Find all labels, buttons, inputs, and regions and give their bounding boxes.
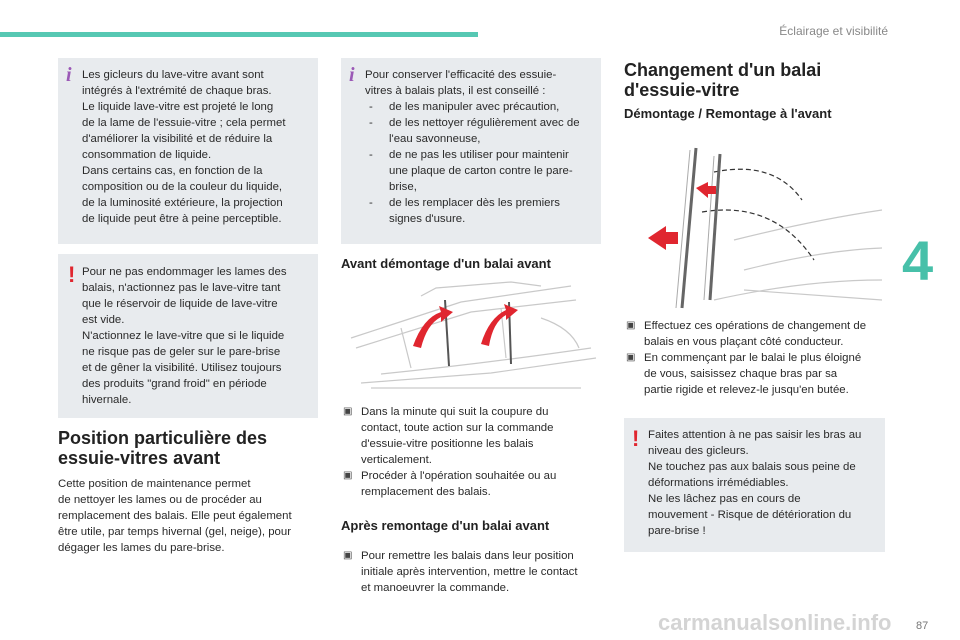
text-line: Le liquide lave-vitre est projeté le long bbox=[82, 101, 274, 113]
info-icon: i bbox=[349, 64, 355, 86]
chapter-number: 4 bbox=[902, 229, 934, 292]
heading-line: Position particulière des bbox=[58, 428, 268, 448]
info-box-washer-jets bbox=[58, 58, 318, 244]
apres-remontage-title: Après remontage d'un balai avant bbox=[341, 518, 550, 533]
text-line: Dans certains cas, en fonction de la bbox=[82, 165, 263, 177]
page-number: 87 bbox=[916, 620, 929, 632]
changement-list bbox=[624, 318, 894, 398]
bullet-icon: ▣ bbox=[626, 352, 636, 363]
text-line: d'améliorer la visibilité et de réduire la bbox=[82, 133, 273, 145]
info-icon: i bbox=[66, 64, 72, 86]
info-box-flat-blades bbox=[341, 58, 601, 244]
text-line: vitres à balais plats, il est conseillé : bbox=[365, 85, 546, 97]
text-line: intégrés à l'extrémité de chaque bras. bbox=[82, 85, 272, 97]
watermark: carmanualsonline.info bbox=[658, 610, 892, 635]
list-item: ▣ Procéder à l'opération souhaitée ou au remplacement des balais. bbox=[343, 470, 557, 498]
avant-demontage-list bbox=[341, 404, 603, 500]
text-line: ne risque pas de geler sur le pare-brise bbox=[82, 346, 281, 358]
list-item: - de les remplacer dès les premiers signes d'usure. bbox=[365, 195, 597, 227]
list-item: - de les nettoyer régulièrement avec de l'eau savonneuse, bbox=[365, 115, 597, 147]
heading-line: Changement d'un balai bbox=[624, 60, 822, 80]
text-line: composition ou de la couleur du liquide, bbox=[82, 181, 283, 193]
list-item: - de ne pas les utiliser pour maintenir une plaque de carton contre le pare- brise, bbox=[365, 147, 597, 195]
warning-icon: ! bbox=[632, 426, 640, 451]
text-line: de nettoyer les lames ou de procéder au bbox=[58, 494, 262, 506]
text-line: est vide. bbox=[82, 314, 125, 326]
list-item: ▣ Dans la minute qui suit la coupure du contact, toute action sur la commande d'essuie-vitre positionne les balais verticalement. bbox=[343, 406, 554, 466]
text-line: Pour ne pas endommager les lames des bbox=[82, 266, 287, 278]
list-item: ▣ Effectuez ces opérations de changement de balais en vous plaçant côté conducteur. bbox=[626, 320, 867, 348]
list-item: ▣ En commençant par le balai le plus éloigné de vous, saisissez chaque bras par sa partie rigide et relevez-le jusqu'en butée. bbox=[626, 352, 862, 396]
text-line: Ne les lâchez pas en cours de bbox=[648, 493, 801, 505]
list-item: - de les manipuler avec précaution, bbox=[365, 99, 597, 115]
text-line: déformations irrémédiables. bbox=[648, 477, 789, 489]
text-line: mouvement - Risque de détérioration du bbox=[648, 509, 852, 521]
text-line: dégager les lames du pare-brise. bbox=[58, 542, 225, 554]
bullet-icon: ▣ bbox=[626, 320, 636, 331]
text-line: remplacement des balais. Elle peut également bbox=[58, 510, 292, 522]
text-line: N'actionnez le lave-vitre que si le liquide bbox=[82, 330, 285, 342]
text-line: Les gicleurs du lave-vitre avant sont bbox=[82, 69, 264, 81]
avant-demontage-title: Avant démontage d'un balai avant bbox=[341, 256, 551, 271]
text-line: hivernale. bbox=[82, 394, 132, 406]
position-section-text bbox=[58, 476, 328, 556]
position-section-title bbox=[58, 428, 318, 468]
header-accent-bar bbox=[0, 32, 478, 37]
text-line: de liquide peut être à peine perceptible. bbox=[82, 213, 282, 225]
heading-line: d'essuie-vitre bbox=[624, 80, 740, 100]
text-line: pare-brise ! bbox=[648, 525, 706, 537]
bullet-icon: ▣ bbox=[343, 550, 353, 561]
bullet-icon: ▣ bbox=[343, 406, 353, 417]
text-line: consommation de liquide. bbox=[82, 149, 212, 161]
changement-title bbox=[624, 60, 884, 100]
wiper-removal-illustration bbox=[624, 140, 886, 312]
text-line: niveau des gicleurs. bbox=[648, 445, 749, 457]
warning-box-blades bbox=[624, 418, 885, 552]
wiper-vertical-illustration bbox=[341, 278, 603, 398]
bullet-icon: ▣ bbox=[343, 470, 353, 481]
text-line: et de gêner la visibilité. Utilisez toujours bbox=[82, 362, 282, 374]
apres-remontage-list bbox=[341, 548, 603, 596]
text-line: être utile, par temps hivernal (gel, neige), pour bbox=[58, 526, 291, 538]
text-line: Pour conserver l'efficacité des essuie- bbox=[365, 69, 557, 81]
warning-icon: ! bbox=[68, 262, 76, 287]
text-line: de la luminosité extérieure, la projection bbox=[82, 197, 283, 209]
text-line: Cette position de maintenance permet bbox=[58, 478, 251, 490]
changement-subtitle: Démontage / Remontage à l'avant bbox=[624, 106, 832, 121]
advice-list bbox=[341, 99, 597, 227]
list-item: ▣ Pour remettre les balais dans leur position initiale après intervention, mettre le contact et manoeuvrer la commande. bbox=[343, 550, 578, 594]
text-line: que le réservoir de liquide de lave-vitre bbox=[82, 298, 278, 310]
text-line: de la lame de l'essuie-vitre ; cela permet bbox=[82, 117, 286, 129]
heading-line: essuie-vitres avant bbox=[58, 448, 221, 468]
section-title: Éclairage et visibilité bbox=[779, 24, 888, 38]
text-line: Faites attention à ne pas saisir les bras au bbox=[648, 429, 862, 441]
text-line: des produits "grand froid" en période bbox=[82, 378, 267, 390]
warning-box-washer bbox=[58, 254, 318, 418]
text-line: Ne touchez pas aux balais sous peine de bbox=[648, 461, 856, 473]
text-line: balais, n'actionnez pas le lave-vitre tant bbox=[82, 282, 281, 294]
